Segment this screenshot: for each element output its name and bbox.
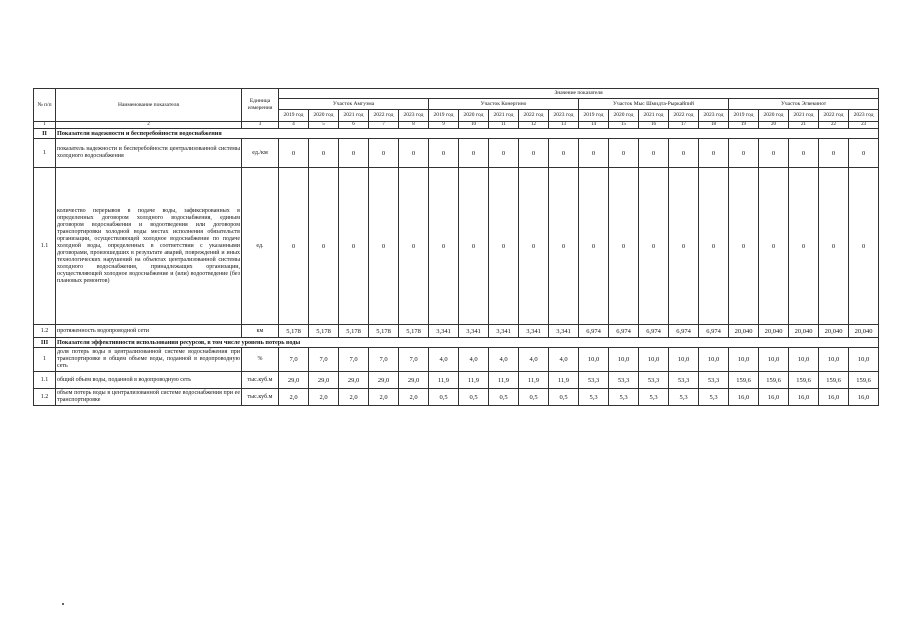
value-cell: 0 <box>729 168 759 325</box>
column-index: 7 <box>369 122 399 129</box>
row-number: 1.1 <box>34 372 56 389</box>
value-cell: 0 <box>669 168 699 325</box>
value-cell: 20,040 <box>819 325 849 338</box>
value-cell: 0 <box>279 168 309 325</box>
value-cell: 4,0 <box>429 348 459 372</box>
value-cell: 0 <box>399 139 429 168</box>
value-cell: 0 <box>519 139 549 168</box>
value-cell: 10,0 <box>699 348 729 372</box>
value-cell: 16,0 <box>729 389 759 406</box>
column-index: 23 <box>849 122 879 129</box>
value-cell: 11,9 <box>549 372 579 389</box>
year-header: 2021 год <box>789 110 819 122</box>
value-cell: 10,0 <box>849 348 879 372</box>
indicator-row <box>34 389 879 406</box>
value-cell: 0,5 <box>459 389 489 406</box>
value-cell: 11,9 <box>489 372 519 389</box>
year-header: 2023 год <box>699 110 729 122</box>
value-cell: 53,3 <box>699 372 729 389</box>
year-header: 2021 год <box>639 110 669 122</box>
year-header: 2023 год <box>849 110 879 122</box>
indicators-table-sheet <box>33 88 878 406</box>
value-cell: 53,3 <box>669 372 699 389</box>
value-cell: 20,040 <box>849 325 879 338</box>
value-cell: 0 <box>429 139 459 168</box>
indicator-name: протяженность водопроводной сети <box>56 325 242 338</box>
indicator-name: количество перерывов в подаче воды, зафиксированных в определенных договором холодного водоснабжения, единым договором водоснабжения и водоотведения или договором транспортировки холодной воды местах исполнения обязательств организации, осуществляющей холодное водоснабжение по подаче холодной воды, определенных в соответствии с указанными договорами, произошедших в результате аварий, повреждений и иных технологических нарушений на объектах централизованной системы холодного водоснабжения, принадлежащих организации, осуществляющей холодное водоснабжение и (или) водоотведение (без плановых ремонтов) <box>56 168 242 325</box>
value-cell: 6,974 <box>699 325 729 338</box>
value-cell: 16,0 <box>789 389 819 406</box>
column-index: 12 <box>519 122 549 129</box>
value-cell: 0,5 <box>519 389 549 406</box>
value-cell: 20,040 <box>759 325 789 338</box>
value-cell: 2,0 <box>339 389 369 406</box>
row-number: 1.1 <box>34 168 56 325</box>
section-number: III <box>34 338 56 348</box>
year-header: 2022 год <box>519 110 549 122</box>
value-cell: 5,178 <box>309 325 339 338</box>
value-cell: 10,0 <box>609 348 639 372</box>
value-cell: 0,5 <box>429 389 459 406</box>
value-cell: 3,341 <box>459 325 489 338</box>
indicator-row <box>34 325 879 338</box>
value-cell: 0 <box>309 168 339 325</box>
year-header: 2020 год <box>759 110 789 122</box>
value-cell: 10,0 <box>669 348 699 372</box>
column-index: 16 <box>639 122 669 129</box>
value-cell: 29,0 <box>399 372 429 389</box>
value-cell: 5,3 <box>579 389 609 406</box>
value-cell: 10,0 <box>729 348 759 372</box>
column-index: 11 <box>489 122 519 129</box>
value-cell: 5,3 <box>699 389 729 406</box>
column-index: 4 <box>279 122 309 129</box>
column-index: 9 <box>429 122 459 129</box>
value-cell: 0 <box>519 168 549 325</box>
value-cell: 0 <box>609 168 639 325</box>
column-index: 1 <box>34 122 56 129</box>
column-index: 21 <box>789 122 819 129</box>
value-cell: 0 <box>459 168 489 325</box>
value-cell: 29,0 <box>279 372 309 389</box>
value-cell: 7,0 <box>309 348 339 372</box>
column-index: 3 <box>242 122 279 129</box>
value-cell: 0 <box>789 168 819 325</box>
value-cell: 159,6 <box>849 372 879 389</box>
value-cell: 0 <box>309 139 339 168</box>
value-cell: 11,9 <box>429 372 459 389</box>
unit: тыс.куб.м <box>242 389 279 406</box>
column-index: 14 <box>579 122 609 129</box>
value-cell: 0 <box>549 168 579 325</box>
indicator-name: показатель надежности и бесперебойности централизованной системы холодного водоснабжения <box>56 139 242 168</box>
value-cell: 0,5 <box>489 389 519 406</box>
column-index: 6 <box>339 122 369 129</box>
value-cell: 16,0 <box>759 389 789 406</box>
value-cell: 7,0 <box>399 348 429 372</box>
year-header: 2022 год <box>819 110 849 122</box>
row-number: 1 <box>34 139 56 168</box>
row-number: 1 <box>34 348 56 372</box>
value-cell: 0 <box>699 139 729 168</box>
value-cell: 0 <box>369 168 399 325</box>
value-cell: 3,341 <box>489 325 519 338</box>
value-cell: 6,974 <box>639 325 669 338</box>
indicator-name: доля потерь воды в централизованной системе водоснабжения при транспортировке в общем объеме воды, поданной в водопроводную сеть <box>56 348 242 372</box>
year-header: 2019 год <box>429 110 459 122</box>
value-cell: 0 <box>759 168 789 325</box>
year-header: 2021 год <box>339 110 369 122</box>
value-cell: 0 <box>489 168 519 325</box>
value-cell: 5,178 <box>279 325 309 338</box>
value-cell: 10,0 <box>579 348 609 372</box>
indicator-row <box>34 139 879 168</box>
value-cell: 4,0 <box>459 348 489 372</box>
row-number: 1.2 <box>34 325 56 338</box>
value-cell: 3,341 <box>519 325 549 338</box>
value-cell: 3,341 <box>549 325 579 338</box>
value-cell: 0 <box>459 139 489 168</box>
year-header: 2023 год <box>399 110 429 122</box>
year-header: 2019 год <box>579 110 609 122</box>
value-cell: 0 <box>699 168 729 325</box>
col-header-unit: Единица измерения <box>242 89 279 122</box>
year-header: 2020 год <box>309 110 339 122</box>
site-header: Участок Мыс Шмидта-Рыркайпий <box>579 99 729 110</box>
value-cell: 0 <box>279 139 309 168</box>
value-cell: 0 <box>579 139 609 168</box>
indicator-row <box>34 168 879 325</box>
value-cell: 0 <box>849 139 879 168</box>
year-header: 2019 год <box>279 110 309 122</box>
col-header-name: Наименование показателя <box>56 89 242 122</box>
value-cell: 20,040 <box>729 325 759 338</box>
value-cell: 5,178 <box>339 325 369 338</box>
value-cell: 0 <box>339 139 369 168</box>
value-cell: 2,0 <box>399 389 429 406</box>
site-header: Участок Конергино <box>429 99 579 110</box>
indicator-name: общий объем воды, поданной в водопроводную сеть <box>56 372 242 389</box>
value-cell: 159,6 <box>789 372 819 389</box>
column-index: 13 <box>549 122 579 129</box>
value-cell: 159,6 <box>729 372 759 389</box>
value-cell: 0 <box>399 168 429 325</box>
col-header-no: № п/п <box>34 89 56 122</box>
year-header: 2021 год <box>489 110 519 122</box>
column-index: 5 <box>309 122 339 129</box>
value-cell: 11,9 <box>459 372 489 389</box>
value-cell: 53,3 <box>639 372 669 389</box>
section-title: Показатели надежности и бесперебойности водоснабжения <box>56 129 879 139</box>
value-cell: 10,0 <box>639 348 669 372</box>
value-cell: 0 <box>369 139 399 168</box>
value-cell: 6,974 <box>579 325 609 338</box>
year-header: 2020 год <box>459 110 489 122</box>
indicators-table <box>33 88 879 406</box>
unit: % <box>242 348 279 372</box>
value-cell: 5,178 <box>399 325 429 338</box>
value-cell: 10,0 <box>759 348 789 372</box>
value-cell: 0 <box>549 139 579 168</box>
value-cell: 0 <box>849 168 879 325</box>
column-index: 2 <box>56 122 242 129</box>
value-cell: 2,0 <box>369 389 399 406</box>
value-cell: 159,6 <box>819 372 849 389</box>
col-header-values: Значение показателя <box>279 89 879 99</box>
site-header: Участок Амгуэма <box>279 99 429 110</box>
value-cell: 0 <box>489 139 519 168</box>
row-number: 1.2 <box>34 389 56 406</box>
value-cell: 4,0 <box>519 348 549 372</box>
value-cell: 20,040 <box>789 325 819 338</box>
year-header: 2020 год <box>609 110 639 122</box>
section-row <box>34 338 879 348</box>
value-cell: 0 <box>819 168 849 325</box>
value-cell: 5,178 <box>369 325 399 338</box>
year-header: 2019 год <box>729 110 759 122</box>
value-cell: 0 <box>429 168 459 325</box>
value-cell: 0,5 <box>549 389 579 406</box>
column-index: 19 <box>729 122 759 129</box>
value-cell: 53,3 <box>609 372 639 389</box>
value-cell: 4,0 <box>549 348 579 372</box>
value-cell: 5,3 <box>609 389 639 406</box>
index-row <box>34 122 879 129</box>
column-index: 15 <box>609 122 639 129</box>
scan-speck <box>62 603 64 605</box>
value-cell: 0 <box>819 139 849 168</box>
value-cell: 7,0 <box>369 348 399 372</box>
column-index: 10 <box>459 122 489 129</box>
value-cell: 16,0 <box>819 389 849 406</box>
value-cell: 29,0 <box>309 372 339 389</box>
value-cell: 0 <box>339 168 369 325</box>
column-index: 17 <box>669 122 699 129</box>
value-cell: 0 <box>639 168 669 325</box>
value-cell: 0 <box>729 139 759 168</box>
section-title: Показатели эффективности использования ресурсов, в том числе уровень потерь воды <box>56 338 879 348</box>
value-cell: 7,0 <box>279 348 309 372</box>
value-cell: 2,0 <box>309 389 339 406</box>
value-cell: 10,0 <box>789 348 819 372</box>
unit: ед. <box>242 168 279 325</box>
value-cell: 7,0 <box>339 348 369 372</box>
value-cell: 53,3 <box>579 372 609 389</box>
column-index: 22 <box>819 122 849 129</box>
value-cell: 29,0 <box>339 372 369 389</box>
value-cell: 5,3 <box>639 389 669 406</box>
value-cell: 10,0 <box>819 348 849 372</box>
column-index: 20 <box>759 122 789 129</box>
indicator-name: объем потерь воды в централизованной системе водоснабжения при ее транспортировке <box>56 389 242 406</box>
value-cell: 0 <box>579 168 609 325</box>
year-header: 2022 год <box>669 110 699 122</box>
unit: тыс.куб.м <box>242 372 279 389</box>
year-header: 2023 год <box>549 110 579 122</box>
value-cell: 2,0 <box>279 389 309 406</box>
column-index: 8 <box>399 122 429 129</box>
value-cell: 5,3 <box>669 389 699 406</box>
value-cell: 0 <box>669 139 699 168</box>
year-header: 2022 год <box>369 110 399 122</box>
value-cell: 6,974 <box>669 325 699 338</box>
value-cell: 11,9 <box>519 372 549 389</box>
value-cell: 0 <box>609 139 639 168</box>
value-cell: 6,974 <box>609 325 639 338</box>
value-cell: 4,0 <box>489 348 519 372</box>
section-number: II <box>34 129 56 139</box>
value-cell: 159,6 <box>759 372 789 389</box>
value-cell: 0 <box>639 139 669 168</box>
value-cell: 0 <box>789 139 819 168</box>
unit: км <box>242 325 279 338</box>
indicator-row <box>34 348 879 372</box>
value-cell: 29,0 <box>369 372 399 389</box>
value-cell: 0 <box>759 139 789 168</box>
site-header: Участок Эгвекинот <box>729 99 879 110</box>
value-cell: 3,341 <box>429 325 459 338</box>
unit: ед./км <box>242 139 279 168</box>
column-index: 18 <box>699 122 729 129</box>
section-row <box>34 129 879 139</box>
value-cell: 16,0 <box>849 389 879 406</box>
indicator-row <box>34 372 879 389</box>
